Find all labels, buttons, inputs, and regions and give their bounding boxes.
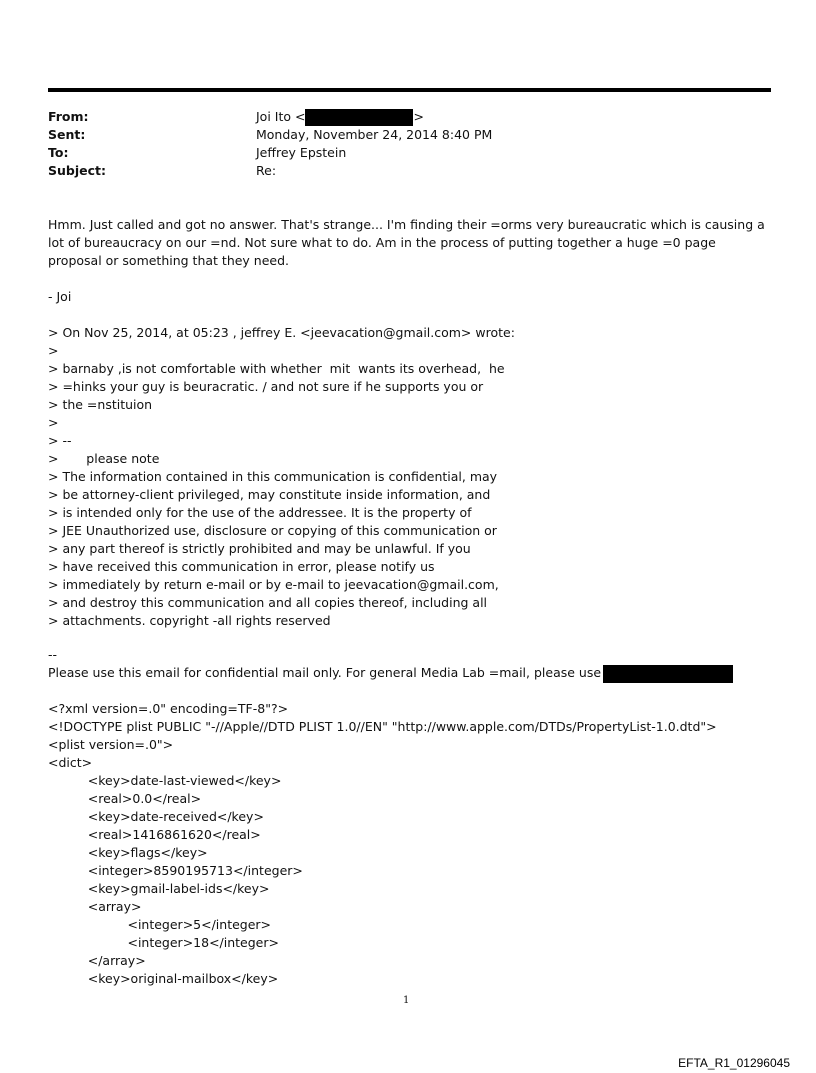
signature-dashes: -- — [48, 647, 58, 662]
plist-line: </array> — [48, 953, 146, 968]
quoted-line: > be attorney-client privileged, may constitute inside information, and — [48, 487, 491, 502]
redaction-block — [603, 665, 733, 683]
quoted-line: > is intended only for the use of the addressee. It is the property of — [48, 505, 472, 520]
plist-line: <integer>8590195713</integer> — [48, 863, 303, 878]
quoted-line: > =hinks your guy is beuracratic. / and not sure if he supports you or — [48, 379, 484, 394]
plist-line: <dict> — [48, 755, 93, 770]
quoted-line: > attachments. copyright -all rights reserved — [48, 613, 331, 628]
plist-line: <integer>5</integer> — [48, 917, 272, 932]
message-paragraph: Hmm. Just called and got no answer. That's strange... I'm finding their =orms very bureaucratic which is causing a lot of bureaucracy on our =nd. Not sure what to do. Am in the process of putting together a huge =0 page proposal or something that they need. — [48, 217, 765, 268]
from-label: From: — [48, 109, 89, 124]
to-label: To: — [48, 145, 69, 160]
document-id: EFTA_R1_01296045 — [678, 1056, 790, 1070]
plist-line: <real>1416861620</real> — [48, 827, 261, 842]
plist-line: <key>flags</key> — [48, 845, 208, 860]
to-value: Jeffrey Epstein — [256, 145, 347, 160]
subject-label: Subject: — [48, 163, 106, 178]
page-number: 1 — [403, 995, 410, 1006]
quoted-line: > — [48, 415, 59, 430]
plist-line: <!DOCTYPE plist PUBLIC "-//Apple//DTD PLIST 1.0//EN" "http://www.apple.com/DTDs/PropertyList-1.0.dtd"> — [48, 719, 717, 734]
quoted-line: > the =nstituion — [48, 397, 153, 412]
plist-line: <key>date-received</key> — [48, 809, 264, 824]
quoted-line: > have received this communication in error, please notify us — [48, 559, 435, 574]
from-suffix: > — [413, 109, 424, 124]
quoted-line: > On Nov 25, 2014, at 05:23 , jeffrey E. <jeevacation@gmail.com> wrote: — [48, 325, 515, 340]
plist-line: <key>original-mailbox</key> — [48, 971, 279, 986]
quoted-line: > JEE Unauthorized use, disclosure or copying of this communication or — [48, 523, 497, 538]
quoted-line: > any part thereof is strictly prohibited and may be unlawful. If you — [48, 541, 471, 556]
from-value — [256, 108, 424, 126]
header-rule — [48, 88, 771, 92]
quoted-line: > -- — [48, 433, 72, 448]
plist-line: <?xml version=.0" encoding=TF-8"?> — [48, 701, 289, 716]
sent-value: Monday, November 24, 2014 8:40 PM — [256, 127, 493, 142]
quoted-line: > — [48, 343, 59, 358]
plist-line: <key>gmail-label-ids</key> — [48, 881, 270, 896]
signature-text-content: Please use this email for confidential mail only. For general Media Lab =mail, please use — [48, 665, 602, 680]
plist-line: <array> — [48, 899, 142, 914]
redaction-block — [305, 109, 413, 126]
signature-text — [48, 664, 733, 683]
sent-label: Sent: — [48, 127, 86, 142]
from-name: Joi Ito < — [256, 109, 306, 124]
quoted-line: > and destroy this communication and all copies thereof, including all — [48, 595, 488, 610]
quoted-line: > please note — [48, 451, 160, 466]
subject-value: Re: — [256, 163, 277, 178]
quoted-line: > immediately by return e-mail or by e-mail to jeevacation@gmail.com, — [48, 577, 499, 592]
plist-line: <integer>18</integer> — [48, 935, 279, 950]
plist-line: <real>0.0</real> — [48, 791, 202, 806]
quoted-line: > barnaby ,is not comfortable with whether mit wants its overhead, he — [48, 361, 505, 376]
quoted-line: > The information contained in this communication is confidential, may — [48, 469, 498, 484]
message-signoff: - Joi — [48, 289, 72, 304]
plist-line: <key>date-last-viewed</key> — [48, 773, 282, 788]
plist-line: <plist version=.0"> — [48, 737, 174, 752]
